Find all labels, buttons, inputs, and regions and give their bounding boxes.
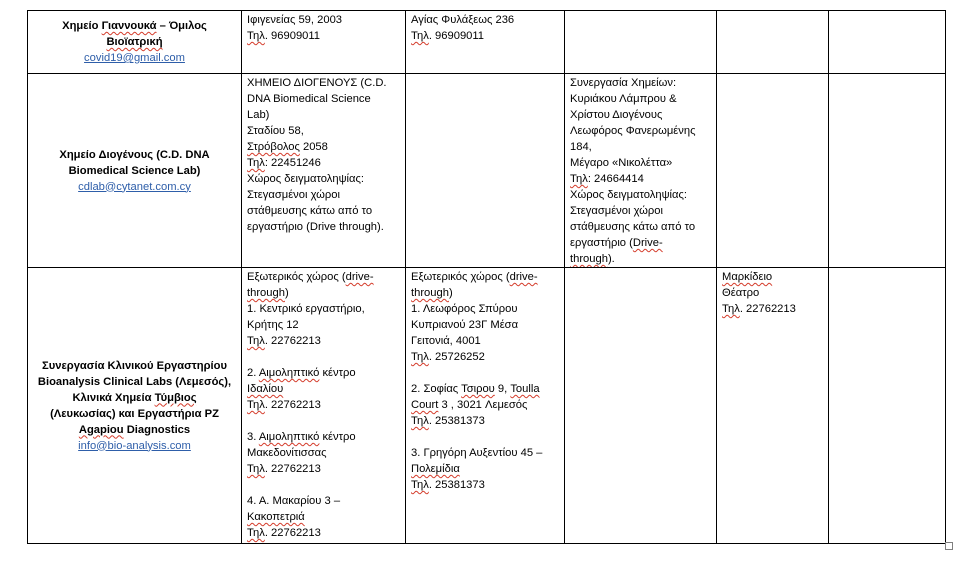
- spellcheck-flagged-text: Κακοπετριά: [247, 511, 305, 523]
- address-cell: [717, 268, 829, 544]
- text-segment: Diagnostics: [123, 423, 191, 436]
- text-segment: : 22451246: [264, 157, 321, 169]
- text-segment: Κρήτης 12: [247, 319, 299, 331]
- text-line: [570, 171, 711, 187]
- text-line: [411, 349, 559, 365]
- text-segment: . 96909011: [264, 30, 321, 42]
- spellcheck-flagged-text: Τηλ: [411, 479, 429, 491]
- text-segment: 1. Κεντρικό εργαστήριο,: [247, 303, 365, 315]
- text-line: [247, 123, 400, 139]
- table-resize-handle[interactable]: [945, 542, 953, 550]
- text-line: [34, 390, 235, 406]
- text-segment: Λεωφόρος Φανερωμένης: [570, 125, 696, 137]
- text-segment: ΧΗΜΕΙΟ ΔΙΟΓΕΝΟΥΣ (C.D.: [247, 77, 387, 89]
- address-cell: [717, 11, 829, 74]
- address-cell: [242, 74, 406, 268]
- text-line: [570, 219, 711, 235]
- text-segment: Σταδίου 58,: [247, 125, 304, 137]
- text-segment: 2058: [299, 141, 328, 153]
- text-line: [411, 477, 559, 493]
- text-line: [570, 107, 711, 123]
- text-line: [247, 12, 400, 28]
- text-line: [34, 374, 235, 390]
- text-segment: 3 , 3021 Λεμεσός: [438, 399, 528, 411]
- address-cell: [565, 74, 717, 268]
- spellcheck-flagged-text: Τσιρου: [461, 383, 495, 395]
- text-segment: Κυριάκου Λάμπρου &: [570, 93, 677, 105]
- text-segment: Χώρος δειγματοληψίας:: [247, 173, 365, 185]
- text-line: [34, 163, 235, 179]
- text-line: [411, 333, 559, 349]
- text-line: [247, 219, 400, 235]
- spellcheck-flagged-text: Πολεμίδια: [411, 463, 460, 475]
- address-cell: [242, 11, 406, 74]
- spellcheck-flagged-text: Τηλ: [247, 30, 265, 42]
- spellcheck-flagged-text: Τηλ: [247, 157, 265, 169]
- text-line: [411, 317, 559, 333]
- spellcheck-flagged-text: through: [247, 287, 285, 299]
- spellcheck-flagged-text: Στρόβολος: [247, 141, 300, 153]
- text-segment: Ιφιγενείας 59, 2003: [247, 14, 343, 26]
- address-cell: [565, 268, 717, 544]
- text-line: [247, 75, 400, 91]
- text-line: [247, 429, 400, 445]
- text-segment: 2. Σοφίας: [411, 383, 462, 395]
- text-line: [34, 18, 235, 34]
- text-line: [247, 301, 400, 317]
- text-line: [570, 251, 711, 267]
- lab-name-cell: [28, 11, 242, 74]
- text-segment: Αγίας Φυλάξεως 236: [411, 14, 515, 26]
- text-segment: 2.: [247, 367, 259, 379]
- spellcheck-flagged-text: through: [570, 253, 608, 265]
- text-line: [570, 123, 711, 139]
- text-segment: Κυπριανού 23Γ Μέσα: [411, 319, 519, 331]
- text-segment: . 25726252: [428, 351, 485, 363]
- text-segment: Συνεργασία Κλινικού Εργαστηρίου: [42, 359, 227, 372]
- spellcheck-flagged-text: Agapiou: [78, 423, 124, 436]
- text-line: [247, 155, 400, 171]
- text-segment: 9,: [494, 383, 511, 395]
- spellcheck-flagged-text: Drive-: [632, 237, 663, 249]
- text-segment: (Λευκωσίας) και Εργαστήρια PZ: [50, 407, 219, 420]
- text-segment: Συνεργασία Χημείων:: [570, 77, 677, 89]
- address-cell: [829, 74, 946, 268]
- text-line: [411, 461, 559, 477]
- text-segment: Lab): [247, 109, 270, 121]
- table-row: [28, 74, 946, 268]
- text-segment: Μακεδονίτισσας: [247, 447, 327, 459]
- spellcheck-flagged-text: Τύμβιος: [154, 391, 197, 404]
- text-segment: . 22762213: [264, 527, 321, 539]
- text-segment: εργαστήριο (Drive through).: [247, 221, 384, 233]
- spellcheck-flagged-text: drive-: [509, 271, 538, 283]
- address-cell: [242, 268, 406, 544]
- address-cell: [565, 11, 717, 74]
- text-line: [34, 358, 235, 374]
- text-segment: Χημείο: [62, 20, 102, 32]
- blank-line: [411, 429, 559, 445]
- text-segment: Bioanalysis Clinical Labs (Λεμεσός),: [37, 375, 232, 388]
- text-segment: Στεγασμένοι χώροι: [247, 189, 340, 201]
- text-line: [570, 155, 711, 171]
- text-segment: Μέγαρο «Νικολέττα»: [570, 157, 673, 169]
- text-line: [247, 509, 400, 525]
- address-cell: [717, 74, 829, 268]
- email-link[interactable]: covid19@gmail.com: [84, 52, 185, 64]
- text-segment: . 22762213: [264, 463, 321, 475]
- text-segment: 184,: [570, 141, 592, 153]
- spellcheck-flagged-text: Τηλ: [247, 399, 265, 411]
- spellcheck-flagged-text: Αιμοληπτικό: [258, 431, 320, 443]
- text-line: [247, 493, 400, 509]
- text-line: [247, 171, 400, 187]
- text-line: [247, 187, 400, 203]
- spellcheck-flagged-text: Τηλ: [570, 173, 588, 185]
- text-segment: Στεγασμένοι χώροι: [570, 205, 663, 217]
- text-line: [570, 91, 711, 107]
- text-line: [247, 445, 400, 461]
- text-line: [247, 381, 400, 397]
- table-row: [28, 268, 946, 544]
- text-segment: κέντρο: [319, 431, 356, 443]
- spellcheck-flagged-text: Court: [411, 399, 439, 411]
- text-line: [722, 285, 823, 301]
- text-segment: Χώρος δειγματοληψίας:: [570, 189, 688, 201]
- text-line: [247, 285, 400, 301]
- spellcheck-flagged-text: Τηλ: [722, 303, 740, 315]
- text-line: [411, 12, 559, 28]
- text-segment: Εξωτερικός χώρος (: [247, 271, 346, 283]
- spellcheck-flagged-text: Ιδαλίου: [247, 383, 284, 395]
- text-line: [411, 301, 559, 317]
- text-segment: στάθμευσης κάτω από το: [247, 205, 373, 217]
- text-line: [411, 413, 559, 429]
- text-line: [34, 147, 235, 163]
- text-segment: Biomedical Science Lab): [68, 164, 201, 177]
- text-segment: Γειτονιά, 4001: [411, 335, 481, 347]
- text-segment: κέντρο: [319, 367, 356, 379]
- text-segment: . 96909011: [428, 30, 485, 42]
- text-segment: – Όμιλος: [156, 20, 207, 32]
- text-line: [570, 203, 711, 219]
- text-segment: ).: [607, 253, 615, 265]
- text-segment: . 22762213: [739, 303, 796, 315]
- spellcheck-flagged-text: Γιαννουκά: [101, 20, 157, 32]
- text-segment: Θέατρο: [722, 287, 760, 299]
- blank-line: [247, 477, 400, 493]
- text-segment: Χρίστου Διογένους: [570, 109, 663, 121]
- text-segment: 3. Γρηγόρη Αυξεντίου 45 –: [411, 447, 543, 459]
- spellcheck-flagged-text: Αιμοληπτικό: [258, 367, 320, 379]
- text-line: [722, 301, 823, 317]
- email-link[interactable]: cdlab@cytanet.com.cy: [78, 180, 191, 193]
- text-segment: στάθμευσης κάτω από το: [570, 221, 696, 233]
- table-body: [28, 11, 946, 544]
- text-line: [247, 91, 400, 107]
- text-segment: 1. Λεωφόρος Σπύρου: [411, 303, 518, 315]
- text-line: [247, 525, 400, 541]
- text-segment: ): [448, 287, 453, 299]
- text-segment: εργαστήριο (: [570, 237, 633, 249]
- blank-line: [247, 413, 400, 429]
- text-segment: Εξωτερικός χώρος (: [411, 271, 510, 283]
- text-line: [411, 28, 559, 44]
- text-segment: Χημείο Διογένους (C.D. DNA: [59, 148, 210, 161]
- text-line: [247, 317, 400, 333]
- blank-line: [247, 349, 400, 365]
- text-line: [34, 422, 235, 438]
- text-line: [34, 406, 235, 422]
- text-line: [722, 269, 823, 285]
- laboratory-table: [27, 10, 946, 544]
- address-cell: [829, 268, 946, 544]
- spellcheck-flagged-text: Τηλ: [411, 351, 429, 363]
- spellcheck-flagged-text: Μαρκίδειο: [722, 271, 773, 283]
- text-line: [411, 397, 559, 413]
- spellcheck-flagged-text: Τηλ: [247, 335, 265, 347]
- text-line: [411, 445, 559, 461]
- text-line: [411, 381, 559, 397]
- spellcheck-flagged-text: Τηλ: [411, 415, 429, 427]
- spellcheck-flagged-text: Toulla: [510, 383, 540, 395]
- text-line: [247, 28, 400, 44]
- text-line: [411, 269, 559, 285]
- text-line: [570, 187, 711, 203]
- text-line: [247, 461, 400, 477]
- text-line: [247, 397, 400, 413]
- text-line: [247, 269, 400, 285]
- address-cell: [406, 11, 565, 74]
- text-line: [247, 203, 400, 219]
- text-segment: . 22762213: [264, 399, 321, 411]
- spellcheck-flagged-text: Τηλ: [247, 527, 265, 539]
- text-line: [247, 365, 400, 381]
- text-segment: . 25381373: [428, 479, 485, 491]
- email-link[interactable]: info@bio-analysis.com: [78, 439, 191, 452]
- table-row: [28, 11, 946, 74]
- text-line: [34, 34, 235, 50]
- text-line: [570, 235, 711, 251]
- lab-name-cell: [28, 268, 242, 544]
- text-segment: Κλινικά Χημεία: [72, 391, 155, 404]
- text-line: [411, 285, 559, 301]
- text-segment: . 22762213: [264, 335, 321, 347]
- text-line: [570, 139, 711, 155]
- text-line: [247, 107, 400, 123]
- spellcheck-flagged-text: Βιοϊατρική: [106, 36, 163, 48]
- text-segment: DNA Biomedical Science: [247, 93, 371, 105]
- text-segment: : 24664414: [587, 173, 644, 185]
- lab-name-cell: [28, 74, 242, 268]
- spellcheck-flagged-text: through: [411, 287, 449, 299]
- spellcheck-flagged-text: Τηλ: [247, 463, 265, 475]
- address-cell: [406, 268, 565, 544]
- address-cell: [829, 11, 946, 74]
- text-line: [247, 139, 400, 155]
- text-segment: ): [284, 287, 289, 299]
- text-segment: . 25381373: [428, 415, 485, 427]
- spellcheck-flagged-text: Τηλ: [411, 30, 429, 42]
- address-cell: [406, 74, 565, 268]
- text-line: [247, 333, 400, 349]
- text-segment: 4. Α. Μακαρίου 3 –: [247, 495, 341, 507]
- blank-line: [411, 365, 559, 381]
- spellcheck-flagged-text: drive-: [345, 271, 374, 283]
- text-segment: 3.: [247, 431, 259, 443]
- text-line: [570, 75, 711, 91]
